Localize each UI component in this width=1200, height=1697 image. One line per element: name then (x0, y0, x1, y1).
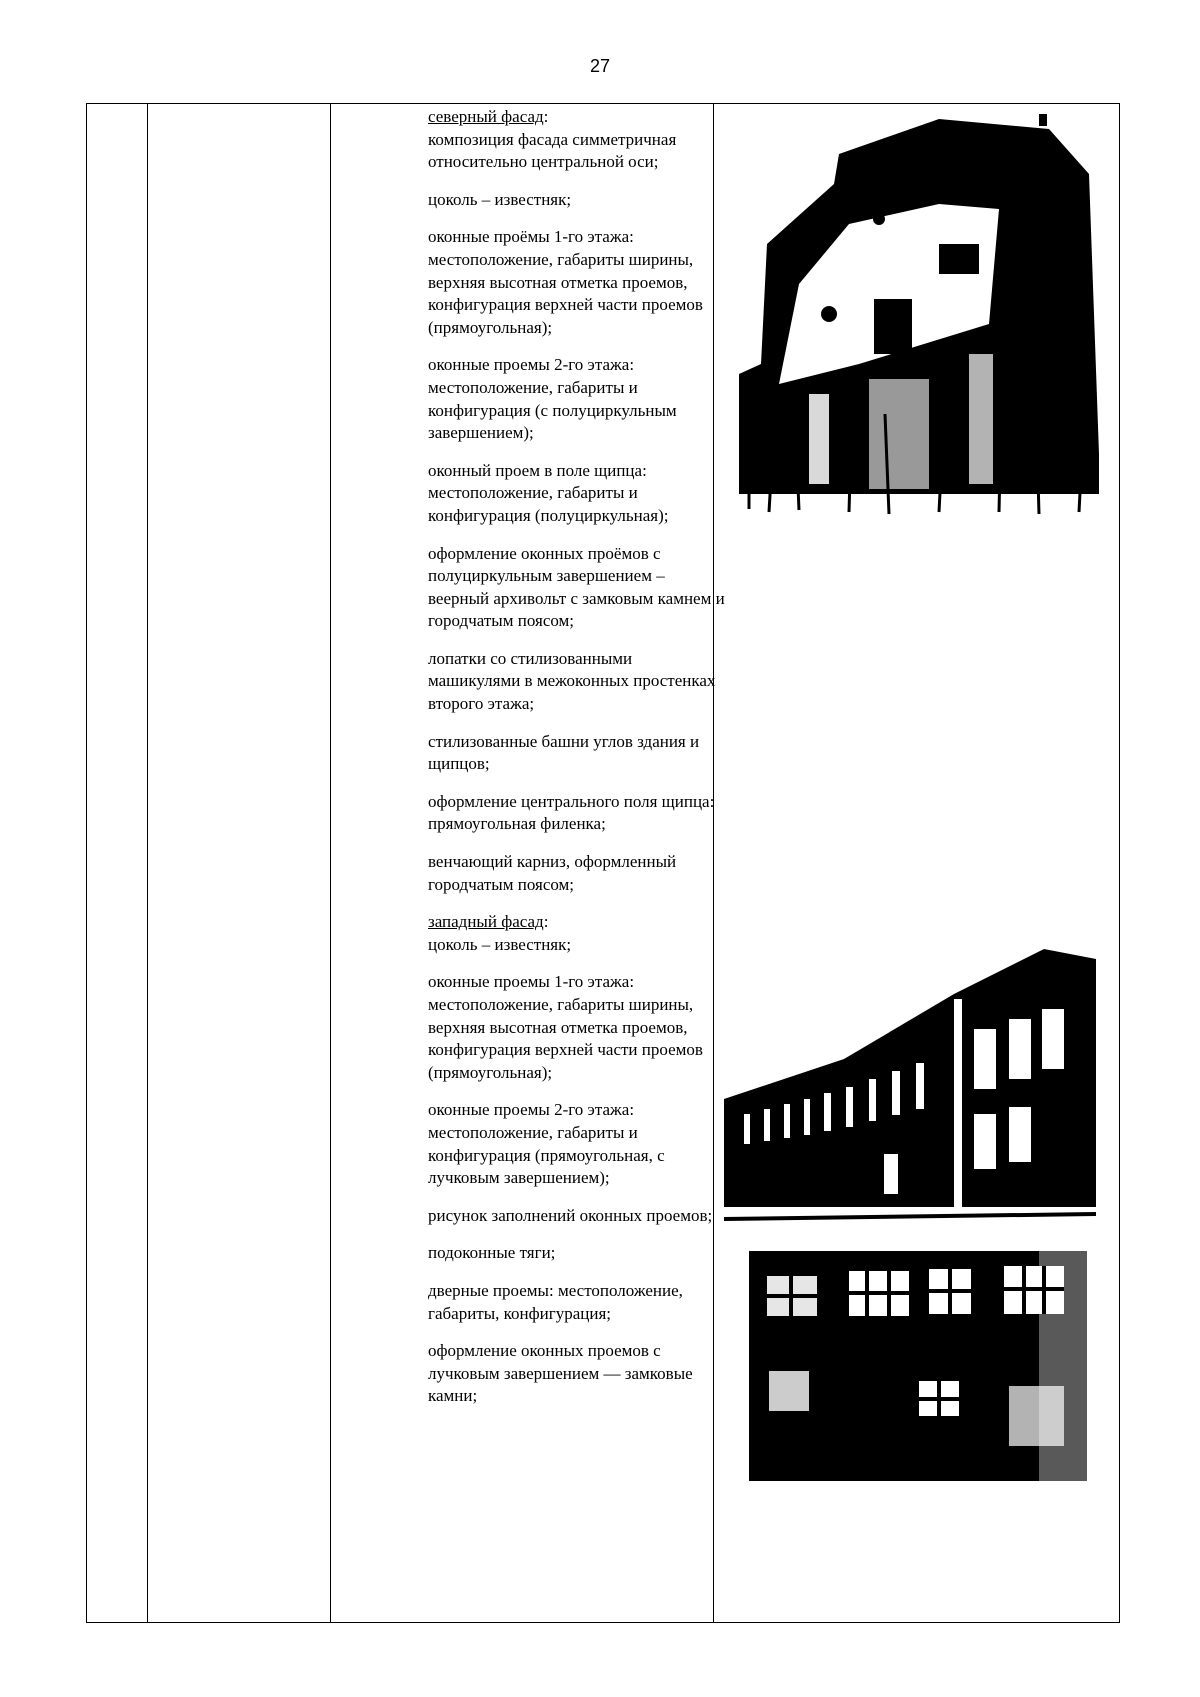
description-entry (428, 1242, 798, 1265)
entry-line: цоколь – известняк; (428, 934, 572, 954)
entry-line: рисунок заполнений оконных проемов; (428, 1205, 713, 1225)
entry-line: местоположение, габариты ширины, (428, 995, 694, 1014)
entry-line: веерный архивольт с замковым камнем и (428, 588, 725, 608)
entry-line: оконный проем в поле щипца: (428, 460, 647, 480)
description-entry (428, 791, 798, 836)
facade-heading-text: северный фасад (428, 107, 544, 126)
entry-line: оконные проемы 2-го этажа: (428, 1100, 635, 1120)
entry-line: конфигурация (с полуциркульным (428, 400, 677, 420)
entry-line: второго этажа; (428, 694, 535, 714)
north-facade-photo (739, 114, 1103, 524)
entry-line: габариты, конфигурация; (428, 1303, 612, 1323)
column-divider (330, 104, 331, 1622)
entry-line: верхняя высотная отметка проемов, (428, 272, 688, 292)
entry-line: лучковым завершением — замковые (428, 1363, 693, 1383)
page-number: 27 (589, 56, 611, 76)
entry-line: венчающий карниз, оформленный (428, 852, 677, 872)
description-entry (428, 543, 798, 633)
west-facade-image (724, 939, 1096, 1239)
entry-line: местоположение, габариты и (428, 1122, 638, 1142)
entry-line: городчатым поясом; (428, 874, 575, 894)
west-facade-photo (724, 939, 1096, 1239)
entry-line: подоконные тяги; (428, 1243, 556, 1263)
description-entry (428, 1340, 798, 1408)
entry-line: лопатки со стилизованными (428, 648, 633, 668)
entry-line: дверные проемы: местоположение, (428, 1280, 683, 1300)
facade-heading-colon: : (543, 107, 549, 126)
entry-line: конфигурация (прямоугольная, с (428, 1145, 665, 1165)
entry-line: местоположение, габариты ширины, (428, 249, 694, 269)
entry-line: местоположение, габариты и (428, 377, 638, 397)
entry-line: цоколь – известняк; (428, 189, 572, 209)
entry-line: конфигурация верхней части проемов (428, 295, 703, 315)
entry-line: оформление оконных проёмов с (428, 543, 661, 563)
description-entry (428, 731, 798, 776)
north-facade-image (739, 114, 1103, 524)
column-divider (147, 104, 148, 1622)
description-entry (428, 851, 798, 896)
object-table (86, 103, 1120, 1623)
entry-line: оформление оконных проемов с (428, 1341, 661, 1361)
entry-line: конфигурация (полуциркульная); (428, 505, 669, 525)
entry-line: композиция фасада симметричная (428, 129, 677, 149)
entry-line: оконные проёмы 1-го этажа: (428, 227, 634, 247)
entry-line: лучковым завершением); (428, 1168, 610, 1188)
entry-line: оконные проемы 2-го этажа: (428, 355, 635, 375)
entry-line: стилизованные башни углов здания и (428, 731, 700, 751)
entry-line: верхняя высотная отметка проемов, (428, 1017, 688, 1037)
entry-line: прямоугольная филенка; (428, 814, 606, 834)
entry-line: щипцов; (428, 754, 490, 774)
entry-line: городчатым поясом; (428, 611, 575, 631)
entry-line: оформление центрального поля щипца: (428, 791, 715, 811)
windows-detail-photo (749, 1251, 1087, 1481)
entry-line: полуциркульным завершением – (428, 566, 665, 586)
description-entry (428, 648, 798, 716)
facade-heading (428, 911, 798, 934)
facade-heading-text: западный фасад (428, 912, 544, 932)
entry-line: относительно центральной оси; (428, 152, 659, 172)
entry-line: машикулями в межоконных простенках (428, 671, 716, 691)
entry-line: оконные проемы 1-го этажа: (428, 972, 635, 992)
entry-line: (прямоугольная); (428, 1062, 553, 1082)
description-entry (428, 1280, 798, 1325)
entry-line: местоположение, габариты и (428, 483, 638, 503)
windows-detail-image (749, 1251, 1087, 1481)
entry-line: завершением); (428, 423, 534, 443)
entry-line: конфигурация верхней части проемов (428, 1040, 703, 1060)
facade-heading-colon: : (543, 912, 549, 932)
entry-line: (прямоугольная); (428, 317, 553, 337)
entry-line: камни; (428, 1386, 478, 1406)
